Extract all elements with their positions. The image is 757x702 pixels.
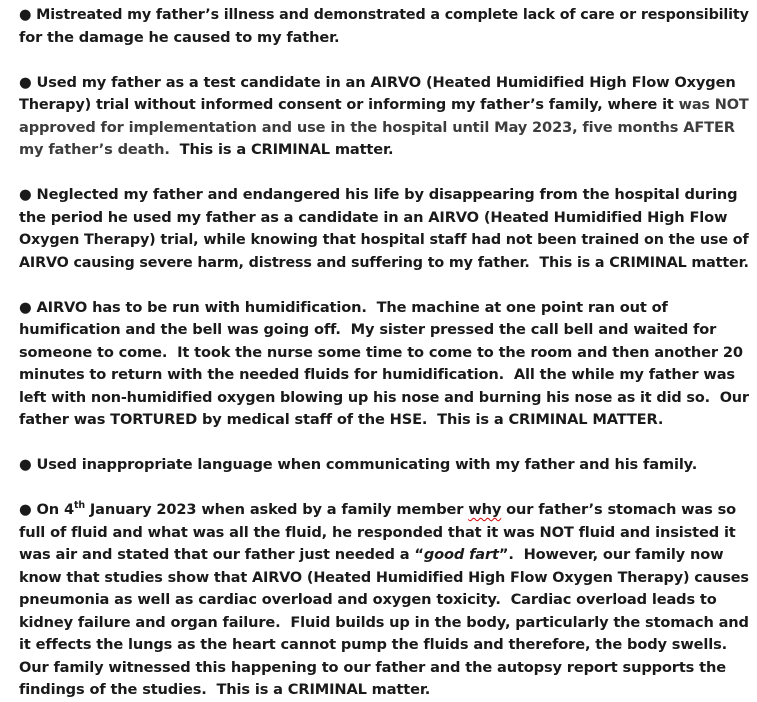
text-line: approved for implementation and use in the hospital until May 2023, five months AFTER bbox=[19, 118, 735, 136]
text-line bbox=[19, 499, 749, 522]
bullet-paragraph-5 bbox=[19, 454, 749, 477]
bullet-paragraph-1 bbox=[19, 4, 749, 49]
text-line: Our family witnessed this happening to our father and the autopsy report supports the bbox=[19, 658, 726, 676]
text-segment: ”. However, our family now bbox=[498, 546, 724, 563]
text-segment: was NOT bbox=[678, 96, 749, 113]
text-line: pneumonia as well as cardiac overload and oxygen toxicity. Cardiac overload leads to bbox=[19, 591, 717, 608]
italic-quote: good fart bbox=[423, 546, 499, 563]
text-segment: my father’s death. bbox=[19, 141, 170, 158]
text-line: ● Mistreated my father’s illness and demonstrated a complete lack of care or responsibility bbox=[19, 6, 749, 23]
text-segment: was air and stated that our father just needed a “ bbox=[19, 546, 424, 563]
text-line: kidney failure and organ failure. Fluid builds up in the body, particularly the stomach and bbox=[19, 613, 749, 631]
text-line bbox=[19, 544, 749, 567]
text-line: full of fluid and what was all the fluid, he responded that it was NOT fluid and insisted it bbox=[19, 523, 736, 541]
text-line: findings of the studies. This is a CRIMINAL matter. bbox=[19, 681, 431, 698]
text-line: left with non-humidified oxygen blowing up his nose and burning his nose as it did so. Our bbox=[19, 388, 749, 406]
text-segment: This is a CRIMINAL matter. bbox=[169, 141, 394, 158]
ordinal-suffix: th bbox=[73, 500, 85, 511]
bullet-paragraph-4 bbox=[19, 297, 749, 432]
text-line: minutes to return with the needed fluids for humidification. All the while my father was bbox=[19, 366, 735, 383]
text-segment: January 2023 when asked by a family member bbox=[84, 501, 469, 518]
text-segment: ● On 4 bbox=[19, 501, 74, 518]
text-line: know that studies show that AIRVO (Heated Humidified High Flow Oxygen Therapy) causes bbox=[19, 568, 749, 586]
text-line: ● AIRVO has to be run with humidification. The machine at one point ran out of bbox=[19, 298, 668, 316]
text-line: it effects the lungs as the heart cannot pump the fluids and therefore, the body swells. bbox=[19, 636, 728, 653]
text-line: Oxygen Therapy) trial, while knowing that hospital staff had not been trained on the use of bbox=[19, 231, 749, 248]
text-line bbox=[19, 139, 749, 162]
document-body bbox=[19, 4, 749, 702]
bullet-paragraph-3 bbox=[19, 184, 749, 274]
text-line: AIRVO causing severe harm, distress and suffering to my father. This is a CRIMINAL matter. bbox=[19, 253, 749, 271]
bullet-paragraph-6 bbox=[19, 499, 749, 702]
text-line: ● Used inappropriate language when communicating with my father and his family. bbox=[19, 456, 698, 473]
spellcheck-flagged-word: why bbox=[468, 501, 502, 518]
text-segment: Therapy) trial without informed consent or informing my father’s family, where it bbox=[19, 96, 679, 113]
text-line: ● Neglected my father and endangered his life by disappearing from the hospital during bbox=[19, 186, 738, 203]
text-line: humification and the bell was going off. My sister pressed the call bell and waited for bbox=[19, 321, 717, 338]
text-line: for the damage he caused to my father. bbox=[19, 28, 340, 46]
text-line: the period he used my father as a candidate in an AIRVO (Heated Humidified High Flow bbox=[19, 208, 728, 226]
text-segment: our father’s stomach was so bbox=[501, 501, 737, 518]
text-line bbox=[19, 94, 749, 117]
text-line: father was TORTURED by medical staff of the HSE. This is a CRIMINAL MATTER. bbox=[19, 411, 664, 428]
text-line: someone to come. It took the nurse some time to come to the room and then another 20 bbox=[19, 343, 743, 361]
bullet-paragraph-2 bbox=[19, 72, 749, 162]
text-line: ● Used my father as a test candidate in an AIRVO (Heated Humidified High Flow Oxygen bbox=[19, 73, 736, 91]
